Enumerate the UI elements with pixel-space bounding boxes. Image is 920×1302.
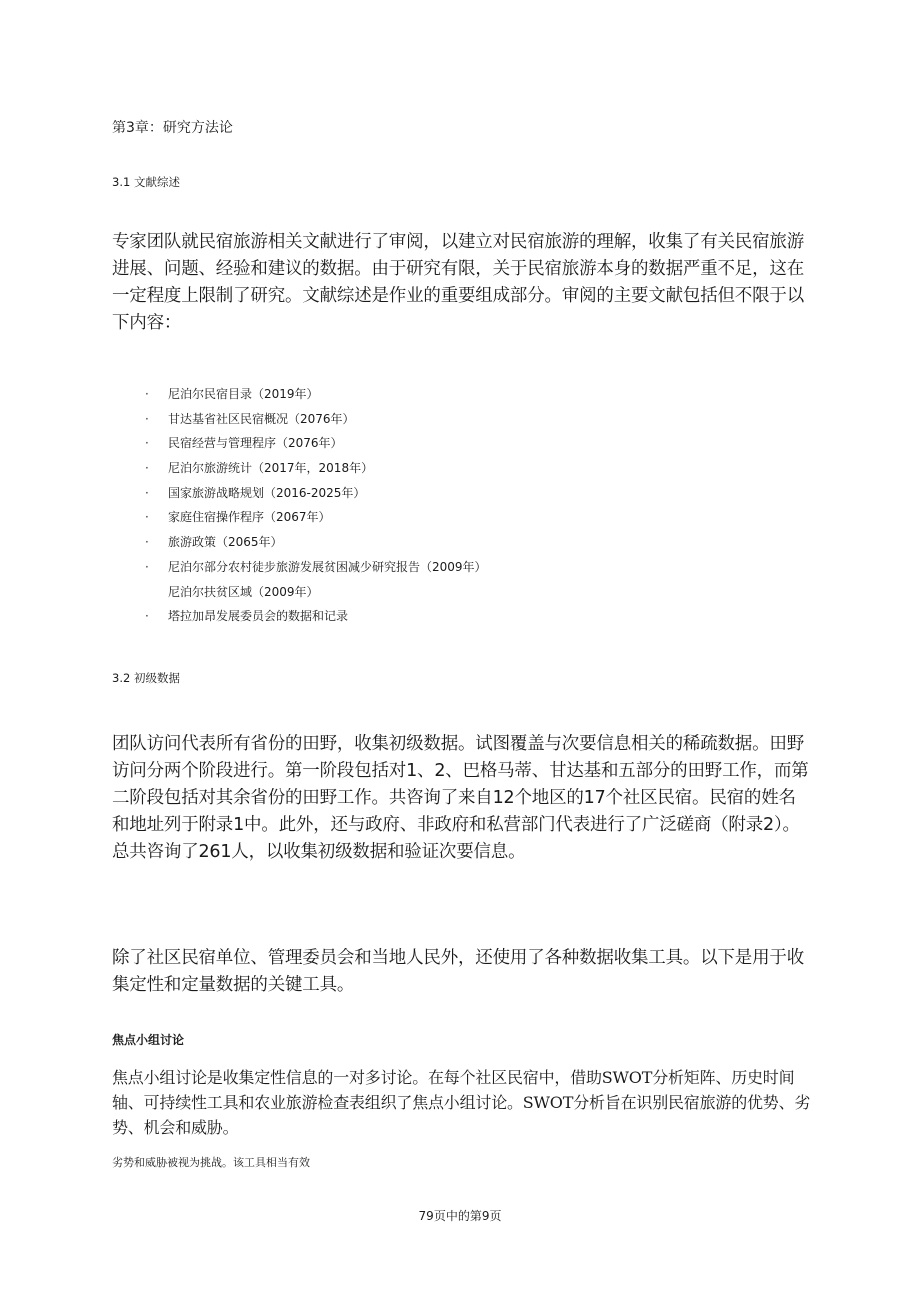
focus-group-paragraph: 焦点小组讨论是收集定性信息的一对多讨论。在每个社区民宿中，借助SWOT分析矩阵、历史时间轴、可持续性工具和农业旅游检查表组织了焦点小组讨论。SWOT分析旨在识别民宿旅游的优势、劣势、机会和威胁。 bbox=[112, 1068, 811, 1137]
section-heading-primary-data: 3.2 初级数据 bbox=[112, 671, 180, 685]
reference-text: 民宿经营与管理程序（2076年） bbox=[168, 436, 343, 451]
chapter-title: 第3章：研究方法论 bbox=[112, 120, 233, 136]
bullet-icon: · bbox=[145, 559, 149, 574]
focus-group-heading: 焦点小组讨论 bbox=[112, 1033, 185, 1047]
bullet-icon: · bbox=[145, 461, 149, 476]
reference-text: 尼泊尔部分农村徒步旅游发展贫困减少研究报告（2009年） bbox=[168, 559, 487, 574]
reference-text: 尼泊尔扶贫区域（2009年） bbox=[168, 584, 319, 599]
bullet-icon: · bbox=[145, 436, 149, 451]
reference-text: 家庭住宿操作程序（2067年） bbox=[168, 510, 331, 525]
literature-review-paragraph: 专家团队就民宿旅游相关文献进行了审阅，以建立对民宿旅游的理解，收集了有关民宿旅游进展、问题、经验和建议的数据。由于研究有限，关于民宿旅游本身的数据严重不足，这在一定程度上限制了研究。文献综述是作业的重要组成部分。审阅的主要文献包括但不限于以下内容： bbox=[112, 232, 804, 333]
reference-text: 旅游政策（2065年） bbox=[168, 535, 283, 550]
reference-text: 塔拉加昂发展委员会的数据和记录 bbox=[168, 609, 349, 624]
bullet-icon: · bbox=[145, 510, 149, 525]
focus-group-tail-text: 劣势和威胁被视为挑战。该工具相当有效 bbox=[112, 1156, 310, 1169]
bullet-icon: · bbox=[145, 609, 149, 624]
reference-text: 国家旅游战略规划（2016-2025年） bbox=[168, 485, 366, 500]
bullet-icon: · bbox=[145, 411, 149, 426]
reference-text: 尼泊尔旅游统计（2017年，2018年） bbox=[168, 461, 374, 476]
data-tools-paragraph: 除了社区民宿单位、管理委员会和当地人民外，还使用了各种数据收集工具。以下是用于收集定性和定量数据的关键工具。 bbox=[112, 948, 804, 995]
section-heading-literature-review: 3.1 文献综述 bbox=[112, 175, 180, 189]
reference-text: 甘达基省社区民宿概况（2076年） bbox=[168, 411, 355, 426]
primary-data-paragraph: 团队访问代表所有省份的田野，收集初级数据。试图覆盖与次要信息相关的稀疏数据。田野访问分两个阶段进行。第一阶段包括对1、2、巴格马蒂、甘达基和五部分的田野工作，而第二阶段包括对其余省份的田野工作。共咨询了来自12个地区的17个社区民宿。民宿的姓名和地址列于附录1中。此外，还与政府、非政府和私营部门代表进行了广泛磋商（附录2）。总共咨询了261人，以收集初级数据和验证次要信息。 bbox=[112, 734, 809, 862]
page-number: 79页中的第9页 bbox=[418, 1209, 502, 1223]
bullet-icon: · bbox=[145, 387, 149, 401]
bullet-icon: · bbox=[145, 485, 149, 500]
reference-text: 尼泊尔民宿目录（2019年） bbox=[168, 387, 319, 401]
bullet-icon: · bbox=[145, 535, 149, 550]
